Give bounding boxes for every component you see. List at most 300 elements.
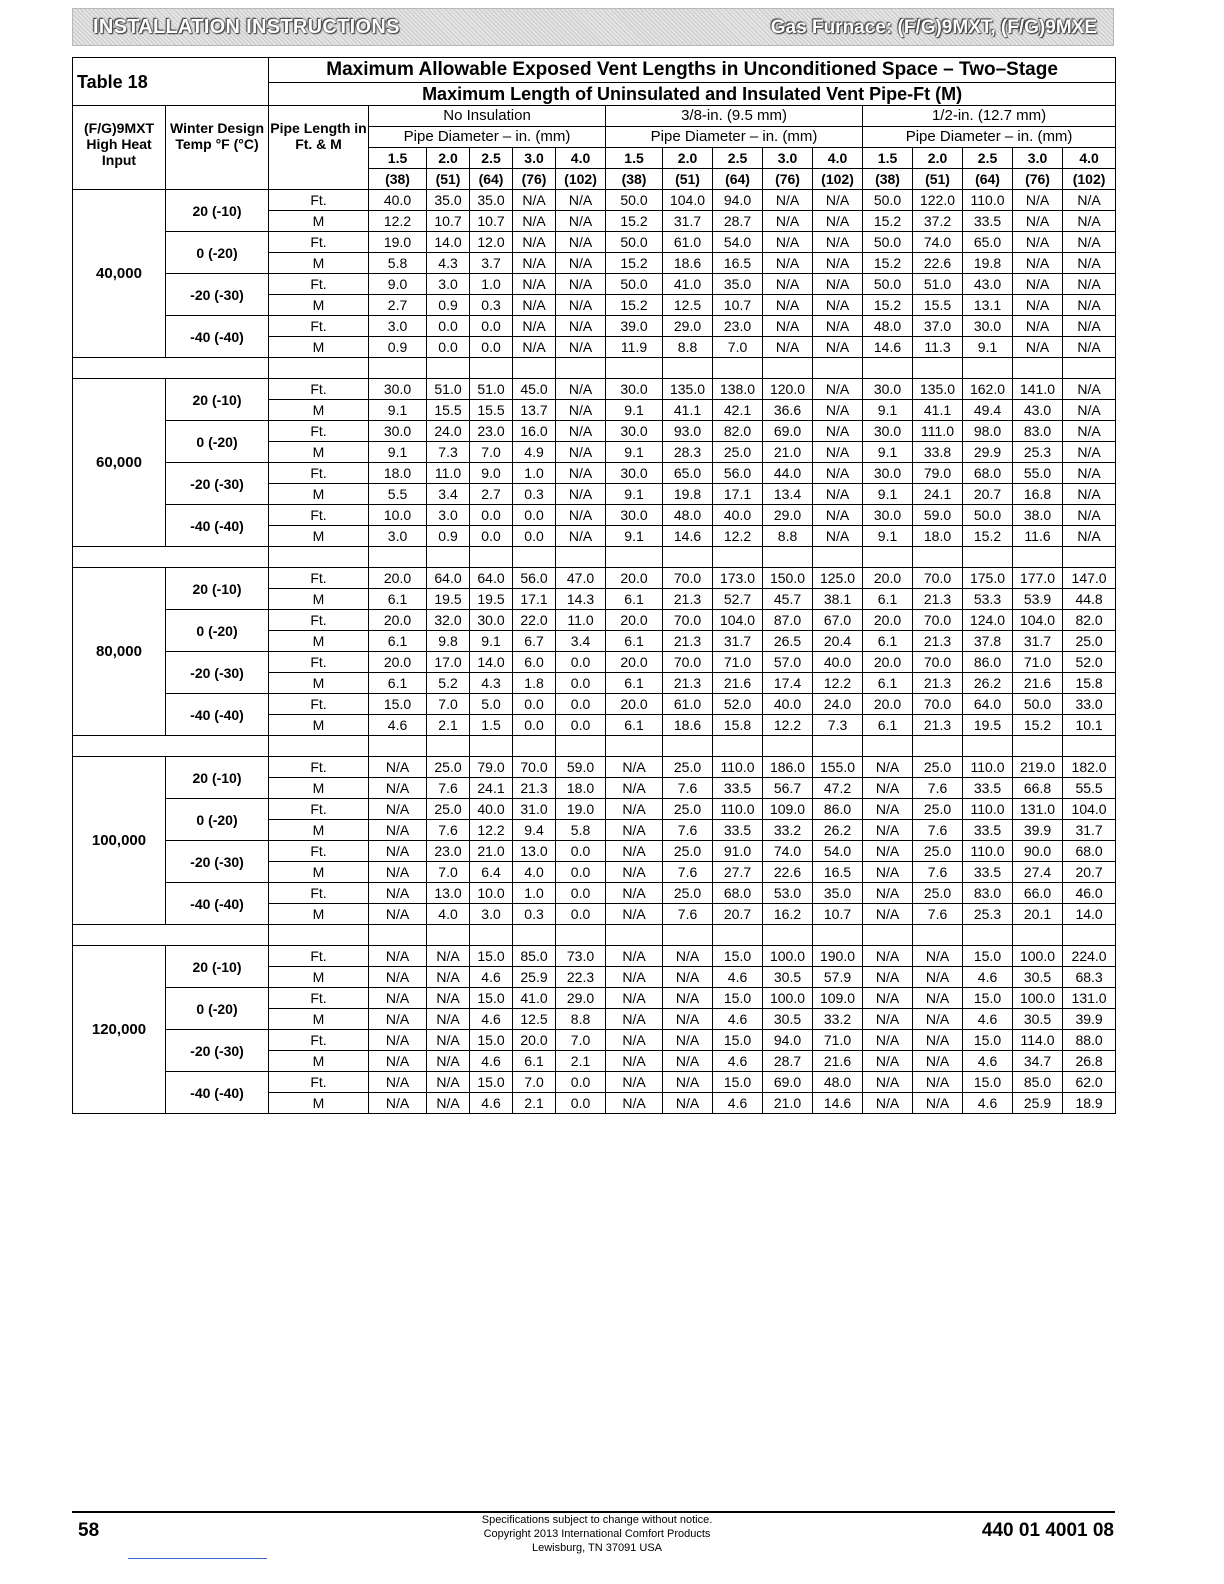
value-cell: 82.0 <box>713 421 763 442</box>
value-cell: 5.2 <box>427 673 470 694</box>
value-cell: 16.8 <box>1013 484 1063 505</box>
spacer-cell <box>763 925 813 946</box>
diameter-mm-header: (51) <box>427 169 470 190</box>
value-cell: 8.8 <box>763 526 813 547</box>
value-cell: 15.2 <box>606 211 663 232</box>
spacer-cell <box>606 547 663 568</box>
value-cell: N/A <box>606 1051 663 1072</box>
value-cell: 21.0 <box>763 442 813 463</box>
value-cell: N/A <box>606 757 663 778</box>
value-cell: 18.6 <box>663 715 713 736</box>
value-cell: 21.0 <box>763 1093 813 1114</box>
spacer-cell <box>427 925 470 946</box>
value-cell: 31.7 <box>1063 820 1116 841</box>
value-cell: 15.0 <box>963 1072 1013 1093</box>
value-cell: N/A <box>606 778 663 799</box>
table-subtitle: Maximum Length of Uninsulated and Insulated Vent Pipe-Ft (M) <box>269 83 1116 106</box>
value-cell: 87.0 <box>763 610 813 631</box>
spacer-cell <box>763 358 813 379</box>
value-cell: 6.1 <box>863 589 913 610</box>
value-cell: 48.0 <box>863 316 913 337</box>
value-cell: 9.4 <box>513 820 556 841</box>
value-cell: 4.9 <box>513 442 556 463</box>
spacer-cell <box>663 736 713 757</box>
value-cell: 33.8 <box>913 442 963 463</box>
value-cell: N/A <box>863 1072 913 1093</box>
diameter-mm-header: (64) <box>713 169 763 190</box>
value-cell: 33.5 <box>963 862 1013 883</box>
value-cell: N/A <box>1013 316 1063 337</box>
spacer-cell <box>913 358 963 379</box>
design-temp-cell: 0 (-20) <box>166 610 269 652</box>
value-cell: N/A <box>1013 211 1063 232</box>
value-cell: 5.8 <box>369 253 427 274</box>
footer-line-1: Specifications subject to change without notice. <box>481 1514 713 1526</box>
value-cell: 15.2 <box>963 526 1013 547</box>
value-cell: 150.0 <box>763 568 813 589</box>
table-row <box>73 610 1116 631</box>
value-cell: N/A <box>1013 337 1063 358</box>
value-cell: 11.3 <box>913 337 963 358</box>
value-cell: 40.0 <box>813 652 863 673</box>
spacer-cell <box>269 547 369 568</box>
value-cell: N/A <box>813 484 863 505</box>
value-cell: 25.0 <box>427 799 470 820</box>
value-cell: N/A <box>913 1072 963 1093</box>
table-row <box>73 274 1116 295</box>
value-cell: 14.6 <box>863 337 913 358</box>
value-cell: 30.0 <box>369 379 427 400</box>
value-cell: 4.3 <box>427 253 470 274</box>
value-cell: N/A <box>606 841 663 862</box>
diameter-header: 1.5 <box>606 148 663 169</box>
value-cell: 1.0 <box>470 274 513 295</box>
diameter-header: 3.0 <box>763 148 813 169</box>
value-cell: 4.6 <box>713 1009 763 1030</box>
value-cell: 9.8 <box>427 631 470 652</box>
value-cell: 23.0 <box>713 316 763 337</box>
value-cell: 62.0 <box>1063 1072 1116 1093</box>
value-cell: 20.0 <box>606 694 663 715</box>
value-cell: N/A <box>606 799 663 820</box>
value-cell: 94.0 <box>763 1030 813 1051</box>
value-cell: 110.0 <box>963 799 1013 820</box>
diameter-mm-header: (38) <box>863 169 913 190</box>
value-cell: 0.0 <box>513 526 556 547</box>
spacer-cell <box>606 925 663 946</box>
spacer-cell <box>713 547 763 568</box>
value-cell: 25.0 <box>1063 631 1116 652</box>
value-cell: 83.0 <box>1013 421 1063 442</box>
group-spacer <box>73 547 1116 568</box>
value-cell: 29.0 <box>556 988 606 1009</box>
value-cell: 15.2 <box>863 253 913 274</box>
design-temp-cell: -20 (-30) <box>166 463 269 505</box>
value-cell: 11.0 <box>427 463 470 484</box>
value-cell: N/A <box>1013 295 1063 316</box>
value-cell: 71.0 <box>1013 652 1063 673</box>
value-cell: N/A <box>763 190 813 211</box>
value-cell: 50.0 <box>963 505 1013 526</box>
value-cell: N/A <box>813 190 863 211</box>
value-cell: 224.0 <box>1063 946 1116 967</box>
value-cell: 9.1 <box>606 484 663 505</box>
value-cell: 86.0 <box>963 652 1013 673</box>
value-cell: N/A <box>863 841 913 862</box>
value-cell: N/A <box>427 1072 470 1093</box>
value-cell: 43.0 <box>1013 400 1063 421</box>
unit-m-cell: M <box>269 253 369 274</box>
diameter-header: 2.0 <box>913 148 963 169</box>
value-cell: N/A <box>556 526 606 547</box>
value-cell: N/A <box>556 463 606 484</box>
spacer-cell <box>470 547 513 568</box>
value-cell: 46.0 <box>1063 883 1116 904</box>
value-cell: N/A <box>663 1093 713 1114</box>
diameter-header: 3.0 <box>513 148 556 169</box>
value-cell: 40.0 <box>470 799 513 820</box>
spacer-cell <box>1013 358 1063 379</box>
value-cell: 32.0 <box>427 610 470 631</box>
unit-ft-cell: Ft. <box>269 505 369 526</box>
value-cell: 4.6 <box>470 967 513 988</box>
value-cell: 19.0 <box>369 232 427 253</box>
value-cell: 10.7 <box>713 295 763 316</box>
value-cell: 5.5 <box>369 484 427 505</box>
value-cell: 30.0 <box>470 610 513 631</box>
value-cell: 162.0 <box>963 379 1013 400</box>
spacer-cell <box>369 358 427 379</box>
value-cell: 7.3 <box>427 442 470 463</box>
table-row <box>73 1072 1116 1093</box>
value-cell: N/A <box>763 274 813 295</box>
value-cell: N/A <box>556 400 606 421</box>
value-cell: 110.0 <box>713 799 763 820</box>
value-cell: 64.0 <box>963 694 1013 715</box>
value-cell: 7.0 <box>513 1072 556 1093</box>
value-cell: 13.1 <box>963 295 1013 316</box>
value-cell: 124.0 <box>963 610 1013 631</box>
value-cell: 37.2 <box>913 211 963 232</box>
value-cell: 15.2 <box>863 211 913 232</box>
value-cell: 2.1 <box>556 1051 606 1072</box>
value-cell: N/A <box>606 1072 663 1093</box>
column-header-input: (F/G)9MXT High Heat Input <box>73 106 166 190</box>
value-cell: 50.0 <box>1013 694 1063 715</box>
value-cell: N/A <box>556 442 606 463</box>
value-cell: 18.9 <box>1063 1093 1116 1114</box>
value-cell: 33.2 <box>763 820 813 841</box>
value-cell: 28.7 <box>763 1051 813 1072</box>
value-cell: 0.0 <box>556 673 606 694</box>
value-cell: 4.6 <box>470 1009 513 1030</box>
spacer-cell <box>913 925 963 946</box>
value-cell: 3.4 <box>556 631 606 652</box>
value-cell: 15.2 <box>606 253 663 274</box>
value-cell: 15.0 <box>470 1030 513 1051</box>
spacer-cell <box>963 736 1013 757</box>
spacer-cell <box>1063 736 1116 757</box>
spacer-cell <box>556 925 606 946</box>
value-cell: 64.0 <box>427 568 470 589</box>
value-cell: N/A <box>863 799 913 820</box>
value-cell: N/A <box>663 967 713 988</box>
spacer-cell <box>556 736 606 757</box>
value-cell: 25.0 <box>663 883 713 904</box>
value-cell: 2.7 <box>470 484 513 505</box>
spacer-cell <box>1063 358 1116 379</box>
value-cell: 14.3 <box>556 589 606 610</box>
value-cell: 35.0 <box>713 274 763 295</box>
unit-ft-cell: Ft. <box>269 316 369 337</box>
unit-m-cell: M <box>269 337 369 358</box>
unit-ft-cell: Ft. <box>269 1072 369 1093</box>
table-row <box>73 757 1116 778</box>
value-cell: 15.0 <box>369 694 427 715</box>
value-cell: 38.1 <box>813 589 863 610</box>
value-cell: 100.0 <box>763 946 813 967</box>
value-cell: 51.0 <box>913 274 963 295</box>
spacer-cell <box>913 547 963 568</box>
value-cell: N/A <box>369 967 427 988</box>
design-temp-cell: 20 (-10) <box>166 757 269 799</box>
value-cell: 53.3 <box>963 589 1013 610</box>
value-cell: 70.0 <box>513 757 556 778</box>
value-cell: 71.0 <box>713 652 763 673</box>
value-cell: 70.0 <box>913 652 963 673</box>
value-cell: N/A <box>369 988 427 1009</box>
value-cell: 19.5 <box>963 715 1013 736</box>
value-cell: N/A <box>663 988 713 1009</box>
value-cell: 1.5 <box>470 715 513 736</box>
insulation-header: No Insulation <box>369 106 606 127</box>
value-cell: 12.2 <box>763 715 813 736</box>
value-cell: 64.0 <box>470 568 513 589</box>
value-cell: 1.0 <box>513 463 556 484</box>
spacer-cell <box>863 547 913 568</box>
value-cell: N/A <box>813 379 863 400</box>
value-cell: 14.0 <box>427 232 470 253</box>
value-cell: 21.3 <box>913 589 963 610</box>
design-temp-cell: -20 (-30) <box>166 274 269 316</box>
value-cell: 47.2 <box>813 778 863 799</box>
value-cell: 0.0 <box>556 1093 606 1114</box>
value-cell: N/A <box>427 1093 470 1114</box>
value-cell: 175.0 <box>963 568 1013 589</box>
value-cell: 4.0 <box>427 904 470 925</box>
value-cell: 16.5 <box>813 862 863 883</box>
value-cell: 7.0 <box>713 337 763 358</box>
unit-ft-cell: Ft. <box>269 274 369 295</box>
value-cell: 7.6 <box>913 904 963 925</box>
value-cell: N/A <box>1063 463 1116 484</box>
diameter-header: 2.5 <box>713 148 763 169</box>
pipe-diameter-header: Pipe Diameter – in. (mm) <box>606 127 863 148</box>
unit-m-cell: M <box>269 862 369 883</box>
value-cell: 17.0 <box>427 652 470 673</box>
diameter-header: 4.0 <box>1063 148 1116 169</box>
value-cell: 69.0 <box>763 421 813 442</box>
value-cell: 85.0 <box>513 946 556 967</box>
value-cell: 21.6 <box>1013 673 1063 694</box>
value-cell: 55.5 <box>1063 778 1116 799</box>
value-cell: 70.0 <box>663 652 713 673</box>
value-cell: 15.2 <box>606 295 663 316</box>
group-spacer <box>73 736 1116 757</box>
value-cell: 44.8 <box>1063 589 1116 610</box>
table-row <box>73 379 1116 400</box>
diameter-mm-header: (51) <box>663 169 713 190</box>
value-cell: 9.1 <box>863 484 913 505</box>
value-cell: 25.9 <box>513 967 556 988</box>
value-cell: 53.0 <box>763 883 813 904</box>
spacer-cell <box>369 547 427 568</box>
value-cell: 49.4 <box>963 400 1013 421</box>
unit-ft-cell: Ft. <box>269 757 369 778</box>
value-cell: 9.1 <box>606 442 663 463</box>
table-label: Table 18 <box>73 58 269 106</box>
value-cell: 70.0 <box>913 568 963 589</box>
value-cell: N/A <box>1013 253 1063 274</box>
value-cell: 5.8 <box>556 820 606 841</box>
value-cell: 52.0 <box>713 694 763 715</box>
value-cell: 4.6 <box>470 1051 513 1072</box>
value-cell: 56.7 <box>763 778 813 799</box>
value-cell: 20.0 <box>606 568 663 589</box>
group-spacer <box>73 925 1116 946</box>
value-cell: 30.5 <box>1013 1009 1063 1030</box>
value-cell: 56.0 <box>713 463 763 484</box>
diameter-header: 2.5 <box>470 148 513 169</box>
value-cell: 15.2 <box>1013 715 1063 736</box>
value-cell: 9.1 <box>369 400 427 421</box>
value-cell: 66.8 <box>1013 778 1063 799</box>
value-cell: 20.7 <box>713 904 763 925</box>
value-cell: 16.2 <box>763 904 813 925</box>
footer-link-rule <box>128 1558 267 1559</box>
value-cell: N/A <box>863 946 913 967</box>
value-cell: 7.6 <box>663 778 713 799</box>
table-title: Maximum Allowable Exposed Vent Lengths in Unconditioned Space – Two–Stage <box>269 58 1116 83</box>
value-cell: 109.0 <box>763 799 813 820</box>
value-cell: 38.0 <box>1013 505 1063 526</box>
value-cell: 41.0 <box>663 274 713 295</box>
value-cell: 7.6 <box>913 862 963 883</box>
value-cell: N/A <box>813 253 863 274</box>
value-cell: N/A <box>606 862 663 883</box>
unit-m-cell: M <box>269 400 369 421</box>
spacer-cell <box>369 736 427 757</box>
value-cell: 6.1 <box>863 673 913 694</box>
unit-m-cell: M <box>269 778 369 799</box>
value-cell: 65.0 <box>663 463 713 484</box>
value-cell: N/A <box>369 799 427 820</box>
value-cell: 69.0 <box>763 1072 813 1093</box>
value-cell: N/A <box>513 274 556 295</box>
unit-ft-cell: Ft. <box>269 463 369 484</box>
value-cell: 109.0 <box>813 988 863 1009</box>
value-cell: 1.8 <box>513 673 556 694</box>
insulation-header: 3/8-in. (9.5 mm) <box>606 106 863 127</box>
unit-m-cell: M <box>269 211 369 232</box>
value-cell: N/A <box>1063 295 1116 316</box>
value-cell: 18.0 <box>369 463 427 484</box>
value-cell: 33.5 <box>963 211 1013 232</box>
value-cell: 14.0 <box>470 652 513 673</box>
value-cell: N/A <box>1063 190 1116 211</box>
spacer-cell <box>470 925 513 946</box>
value-cell: 25.0 <box>663 757 713 778</box>
design-temp-cell: -20 (-30) <box>166 1030 269 1072</box>
value-cell: 24.0 <box>427 421 470 442</box>
value-cell: 66.0 <box>1013 883 1063 904</box>
design-temp-cell: 20 (-10) <box>166 379 269 421</box>
value-cell: 54.0 <box>713 232 763 253</box>
value-cell: 42.1 <box>713 400 763 421</box>
spacer-cell <box>913 736 963 757</box>
value-cell: 25.3 <box>963 904 1013 925</box>
value-cell: 88.0 <box>1063 1030 1116 1051</box>
value-cell: 0.0 <box>556 694 606 715</box>
value-cell: N/A <box>1063 421 1116 442</box>
value-cell: 15.0 <box>713 988 763 1009</box>
value-cell: 110.0 <box>963 841 1013 862</box>
value-cell: N/A <box>513 190 556 211</box>
value-cell: 4.6 <box>369 715 427 736</box>
value-cell: 85.0 <box>1013 1072 1063 1093</box>
value-cell: 3.0 <box>470 904 513 925</box>
unit-m-cell: M <box>269 820 369 841</box>
value-cell: N/A <box>606 883 663 904</box>
value-cell: 20.0 <box>369 568 427 589</box>
value-cell: 104.0 <box>663 190 713 211</box>
value-cell: 15.8 <box>713 715 763 736</box>
value-cell: 22.6 <box>763 862 813 883</box>
table-row <box>73 1030 1116 1051</box>
value-cell: 4.6 <box>713 1051 763 1072</box>
value-cell: 10.0 <box>369 505 427 526</box>
design-temp-cell: -20 (-30) <box>166 841 269 883</box>
value-cell: 74.0 <box>913 232 963 253</box>
value-cell: 9.1 <box>863 400 913 421</box>
value-cell: 17.1 <box>713 484 763 505</box>
spacer-cell <box>73 736 269 757</box>
value-cell: 122.0 <box>913 190 963 211</box>
value-cell: 2.1 <box>427 715 470 736</box>
value-cell: 33.0 <box>1063 694 1116 715</box>
value-cell: 29.0 <box>763 505 813 526</box>
unit-ft-cell: Ft. <box>269 946 369 967</box>
unit-ft-cell: Ft. <box>269 988 369 1009</box>
value-cell: 31.7 <box>1013 631 1063 652</box>
value-cell: N/A <box>813 232 863 253</box>
value-cell: 27.7 <box>713 862 763 883</box>
value-cell: N/A <box>369 1072 427 1093</box>
value-cell: N/A <box>763 337 813 358</box>
value-cell: N/A <box>427 1051 470 1072</box>
value-cell: 56.0 <box>513 568 556 589</box>
spacer-cell <box>713 925 763 946</box>
value-cell: 48.0 <box>813 1072 863 1093</box>
value-cell: 0.3 <box>513 484 556 505</box>
value-cell: 34.7 <box>1013 1051 1063 1072</box>
value-cell: 39.0 <box>606 316 663 337</box>
value-cell: N/A <box>663 1072 713 1093</box>
unit-ft-cell: Ft. <box>269 610 369 631</box>
value-cell: N/A <box>556 316 606 337</box>
diameter-mm-header: (102) <box>813 169 863 190</box>
design-temp-cell: 20 (-10) <box>166 190 269 232</box>
